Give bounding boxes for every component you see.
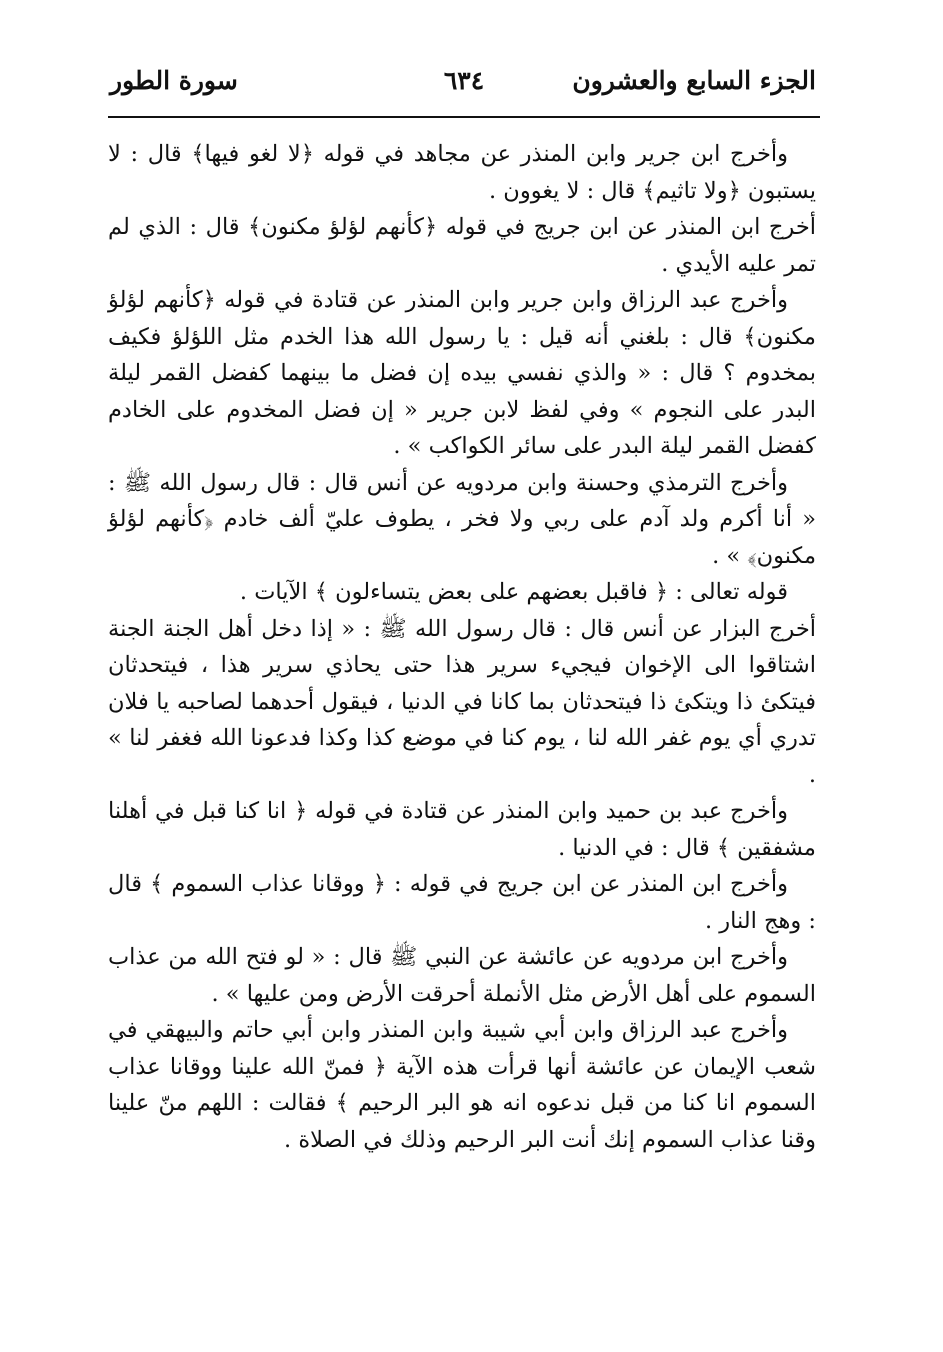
paragraph: وأخرج عبد بن حميد وابن المنذر عن قتادة في قوله ﴿ انا كنا قبل في أهلنا مشفقين ﴾ قال : في الدنيا . <box>108 798 816 861</box>
paragraph: وأخرج ابن مردويه عن عائشة عن النبي ﷺ قال : « لو فتح الله من عذاب السموم على أهل الأرض مثل الأنملة أحرقت الأرض ومن عليها » . <box>108 944 816 1007</box>
paragraph: أخرج البزار عن أنس قال : قال رسول الله ﷺ : « إذا دخل أهل الجنة الجنة اشتاقوا الى الإخوان فيجيء سرير هذا حتى يحاذي سرير هذا ، فيتحدثان فيتكئ ذا ويتكئ ذا فيتحدثان بما كانا في الدنيا ، فيقول أحدهما لصاحبه يا فلان تدري أي يوم غفر الله لنا ، يوم كنا في موضع كذا وكذا فدعونا الله فغفر لنا » . <box>108 615 816 788</box>
surah-title: سورة الطور <box>110 66 238 95</box>
paragraph: وأخرج عبد الرزاق وابن جرير وابن المنذر عن قتادة في قوله ﴿كأنهم لؤلؤ مكنون﴾ قال : بلغني أنه قيل : يا رسول الله هذا الخدم مثل اللؤلؤ فكيف بمخدوم ؟ قال : « والذي نفسي بيده إن فضل ما بينهما كفضل القمر ليلة البدر على النجوم » وفي لفظ لابن جرير « إن فضل المخدوم على الخادم كفضل القمر ليلة البدر على سائر الكواكب » . <box>108 287 816 459</box>
paragraph: أخرج ابن المنذر عن ابن جريج في قوله ﴿كأنهم لؤلؤ مكنون﴾ قال : الذي لم تمر عليه الأيدي . <box>108 214 816 277</box>
page-number: ٦٣٤ <box>443 66 485 95</box>
paragraph: وأخرج ابن جرير وابن المنذر عن مجاهد في قوله ﴿لا لغو فيها﴾ قال : لا يستبون ﴿ولا تاثيم﴾ قال : لا يغوون . <box>108 141 816 204</box>
paragraph: وأخرج الترمذي وحسنة وابن مردويه عن أنس قال : قال رسول الله ﷺ : « أنا أكرم ولد آدم على ربي ولا فخر ، يطوف عليّ ألف خادم ﴿كأنهم لؤلؤ مكنون﴾ » . <box>108 469 816 569</box>
header-rule <box>108 116 820 118</box>
part-title: الجزء السابع والعشرون <box>572 66 816 95</box>
page-header <box>108 58 820 108</box>
paragraph: وأخرج عبد الرزاق وابن أبي شيبة وابن المنذر وابن أبي حاتم والبيهقي في شعب الإيمان عن عائشة أنها قرأت هذه الآية ﴿ فمنّ الله علينا ووقانا عذاب السموم انا كنا من قبل ندعوه انه هو البر الرحيم ﴾ فقالت : اللهم منّ علينا وقنا عذاب السموم إنك أنت البر الرحيم وذلك في الصلاة . <box>108 1017 816 1153</box>
paragraph: وأخرج ابن المنذر عن ابن جريج في قوله : ﴿ ووقانا عذاب السموم ﴾ قال : وهج النار . <box>108 871 816 934</box>
body-text <box>108 136 816 1158</box>
paragraph: قوله تعالى : ﴿ فاقبل بعضهم على بعض يتساءلون ﴾ الآيات . <box>239 579 788 605</box>
